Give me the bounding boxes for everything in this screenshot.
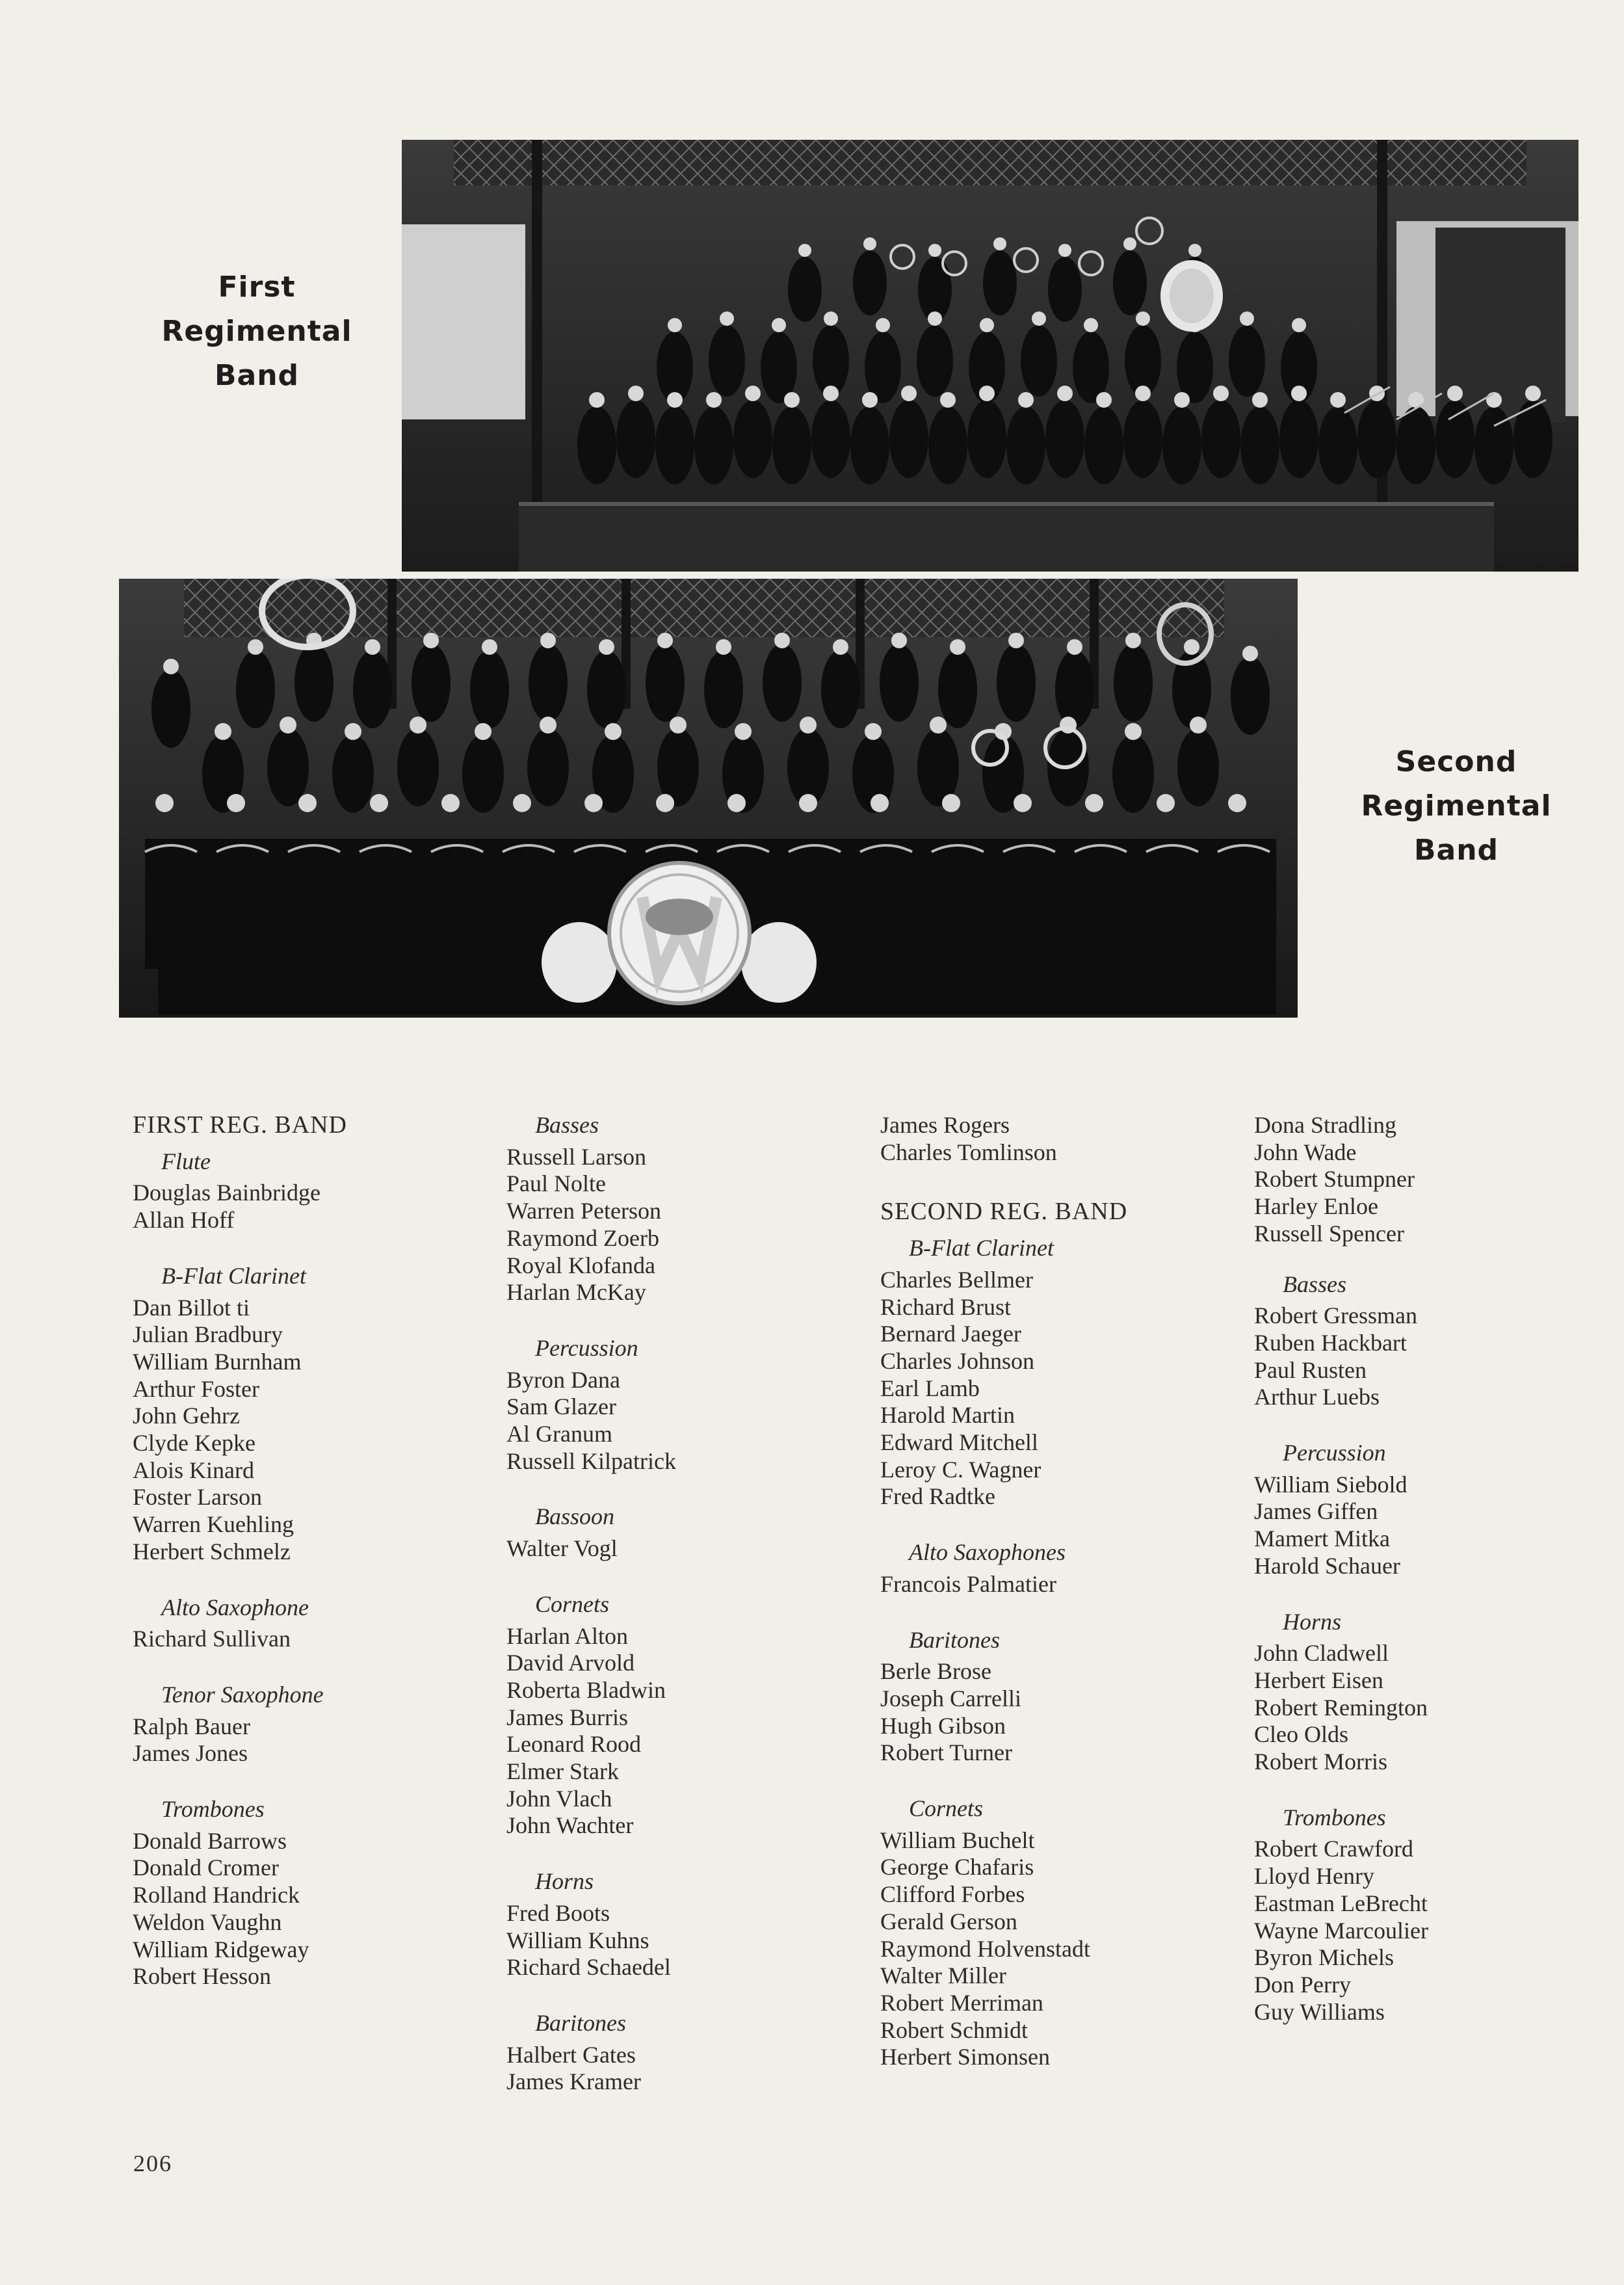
member-name: Robert Merriman bbox=[880, 1989, 1043, 2016]
member-name: Donald Cromer bbox=[133, 1855, 279, 1881]
instrument-heading: Horns bbox=[1283, 1608, 1342, 1635]
member-name: Leroy C. Wagner bbox=[880, 1456, 1041, 1483]
member-name: Al Granum bbox=[506, 1421, 612, 1447]
instrument-heading: B-Flat Clarinet bbox=[909, 1235, 1054, 1261]
member-name: Warren Kuehling bbox=[133, 1511, 295, 1538]
member-name: Charles Bellmer bbox=[880, 1266, 1033, 1293]
member-name: Gerald Gerson bbox=[880, 1908, 1017, 1935]
member-name: John Wade bbox=[1254, 1139, 1357, 1165]
member-name: Robert Gressman bbox=[1254, 1302, 1417, 1329]
member-name: Charles Tomlinson bbox=[880, 1139, 1057, 1165]
member-name: Russell Larson bbox=[506, 1143, 646, 1170]
member-name: Joseph Carrelli bbox=[880, 1685, 1021, 1711]
instrument-section bbox=[506, 1868, 858, 1981]
member-name: Paul Nolte bbox=[506, 1170, 606, 1197]
instrument-section bbox=[1254, 1804, 1605, 2026]
instrument-heading: Alto Saxophone bbox=[161, 1594, 309, 1620]
member-name: Mamert Mitka bbox=[1254, 1526, 1390, 1552]
instrument-section bbox=[880, 1235, 1244, 1511]
instrument-section bbox=[506, 1591, 858, 1840]
instrument-section bbox=[880, 1627, 1244, 1767]
member-name: Julian Bradbury bbox=[133, 1321, 283, 1348]
section-list bbox=[880, 1235, 1244, 2071]
instrument-section bbox=[133, 1263, 484, 1566]
member-name: Charles Johnson bbox=[880, 1347, 1034, 1374]
member-name: Dona Stradling bbox=[1254, 1112, 1396, 1138]
member-name: Richard Sullivan bbox=[133, 1626, 291, 1652]
roster-column-2 bbox=[506, 1112, 858, 2124]
instrument-heading: Bassoon bbox=[535, 1503, 615, 1530]
instrument-section bbox=[506, 1335, 858, 1475]
member-name: Harley Enloe bbox=[1254, 1193, 1378, 1220]
member-name: Earl Lamb bbox=[880, 1375, 980, 1401]
member-name: Douglas Bainbridge bbox=[133, 1180, 321, 1206]
caption-line: Regimental bbox=[161, 315, 352, 348]
member-name: Weldon Vaughn bbox=[133, 1909, 282, 1935]
member-name: Richard Schaedel bbox=[506, 1954, 671, 1981]
member-name: John Wachter bbox=[506, 1812, 634, 1839]
member-name: Raymond Holvenstadt bbox=[880, 1935, 1090, 1962]
instrument-section bbox=[133, 1148, 484, 1234]
member-name: Harlan Alton bbox=[506, 1622, 628, 1649]
member-name: Herbert Eisen bbox=[1254, 1667, 1383, 1693]
roster-column-1 bbox=[133, 1112, 484, 2019]
member-name: William Buchelt bbox=[880, 1827, 1035, 1853]
section-list bbox=[506, 1112, 858, 2096]
instrument-heading: Alto Saxophones bbox=[909, 1539, 1066, 1566]
member-name: Edward Mitchell bbox=[880, 1429, 1038, 1456]
instrument-section bbox=[506, 2010, 858, 2096]
member-name: Harlan McKay bbox=[506, 1279, 646, 1306]
member-name: Harold Martin bbox=[880, 1402, 1015, 1429]
caption-line: Second bbox=[1395, 745, 1517, 778]
member-name: Robert Morris bbox=[1254, 1749, 1387, 1775]
member-name: John Cladwell bbox=[1254, 1640, 1389, 1667]
member-name: John Vlach bbox=[506, 1785, 612, 1812]
instrument-section bbox=[506, 1503, 858, 1562]
member-name: Roberta Bladwin bbox=[506, 1676, 666, 1703]
member-name: Elmer Stark bbox=[506, 1758, 619, 1785]
instrument-section bbox=[880, 1539, 1244, 1598]
caption-line: Band bbox=[214, 359, 300, 392]
member-name: Guy Williams bbox=[1254, 1998, 1385, 2025]
member-name: James Rogers bbox=[880, 1112, 1010, 1138]
instrument-heading: Tenor Saxophone bbox=[161, 1681, 324, 1708]
member-name: Clyde Kepke bbox=[133, 1430, 255, 1457]
member-name: Royal Klofanda bbox=[506, 1252, 655, 1278]
member-name: Harold Schauer bbox=[1254, 1552, 1400, 1579]
member-name: Herbert Schmelz bbox=[133, 1538, 291, 1565]
member-name: Eastman LeBrecht bbox=[1254, 1890, 1428, 1916]
member-name: Foster Larson bbox=[133, 1484, 262, 1511]
member-name: Don Perry bbox=[1254, 1971, 1351, 1998]
member-name: Richard Brust bbox=[880, 1293, 1011, 1320]
member-name: Russell Kilpatrick bbox=[506, 1447, 676, 1474]
member-name: William Kuhns bbox=[506, 1927, 649, 1953]
member-name: George Chafaris bbox=[880, 1854, 1034, 1881]
instrument-heading: Percussion bbox=[535, 1334, 638, 1361]
first-band-heading: FIRST REG. BAND bbox=[133, 1111, 347, 1139]
member-name: Hugh Gibson bbox=[880, 1712, 1006, 1739]
member-name: Robert Crawford bbox=[1254, 1836, 1413, 1862]
member-name: Paul Rusten bbox=[1254, 1356, 1367, 1383]
member-name: Walter Miller bbox=[880, 1962, 1007, 1989]
member-name: William Ridgeway bbox=[133, 1936, 309, 1962]
member-name: Rolland Handrick bbox=[133, 1882, 300, 1909]
instrument-heading: Basses bbox=[535, 1112, 599, 1138]
member-name: James Burris bbox=[506, 1704, 628, 1730]
member-name: Raymond Zoerb bbox=[506, 1224, 659, 1251]
member-name: Byron Dana bbox=[506, 1366, 620, 1393]
member-name: Russell Spencer bbox=[1254, 1220, 1404, 1247]
member-name: Donald Barrows bbox=[133, 1827, 287, 1854]
member-name: Francois Palmatier bbox=[880, 1570, 1056, 1597]
instrument-heading: Horns bbox=[535, 1868, 594, 1895]
member-name: Arthur Foster bbox=[133, 1375, 259, 1402]
instrument-heading: Baritones bbox=[909, 1626, 1000, 1653]
instrument-heading: Cornets bbox=[909, 1795, 984, 1822]
member-name: William Siebold bbox=[1254, 1471, 1408, 1498]
member-name: Robert Hesson bbox=[133, 1963, 271, 1990]
instrument-section bbox=[1254, 1440, 1605, 1580]
instrument-heading: Trombones bbox=[161, 1796, 265, 1823]
member-name: David Arvold bbox=[506, 1650, 635, 1676]
member-name: Byron Michels bbox=[1254, 1944, 1394, 1971]
instrument-heading: Percussion bbox=[1283, 1440, 1386, 1466]
continued-names bbox=[880, 1112, 1244, 1166]
first-band-photo bbox=[402, 140, 1578, 572]
member-name: James Kramer bbox=[506, 2068, 641, 2095]
first-band-caption bbox=[150, 265, 364, 398]
member-name: William Burnham bbox=[133, 1348, 302, 1375]
instrument-heading: Basses bbox=[1283, 1271, 1346, 1297]
member-name: James Jones bbox=[133, 1740, 248, 1767]
member-name: Allan Hoff bbox=[133, 1207, 235, 1234]
caption-line: Regimental bbox=[1361, 789, 1552, 823]
member-name: Herbert Simonsen bbox=[880, 2044, 1050, 2070]
member-name: Bernard Jaeger bbox=[880, 1321, 1021, 1347]
member-name: Cleo Olds bbox=[1254, 1721, 1349, 1748]
page-number: 206 bbox=[133, 2150, 172, 2176]
member-name: Clifford Forbes bbox=[880, 1881, 1025, 1908]
second-band-caption bbox=[1349, 740, 1564, 873]
instrument-section bbox=[133, 1682, 484, 1767]
caption-line: First bbox=[218, 271, 296, 304]
roster-column-4 bbox=[1254, 1112, 1605, 2054]
member-name: Arthur Luebs bbox=[1254, 1384, 1380, 1410]
member-name: Warren Peterson bbox=[506, 1198, 662, 1224]
section-list bbox=[133, 1148, 484, 1990]
instrument-heading: B-Flat Clarinet bbox=[161, 1262, 306, 1289]
member-name: Lloyd Henry bbox=[1254, 1863, 1374, 1890]
instrument-heading: Baritones bbox=[535, 2009, 626, 2036]
member-name: Robert Turner bbox=[880, 1739, 1013, 1766]
member-name: Ruben Hackbart bbox=[1254, 1329, 1407, 1356]
member-name: Robert Schmidt bbox=[880, 2016, 1028, 2043]
instrument-section bbox=[133, 1796, 484, 1990]
member-name: Fred Radtke bbox=[880, 1483, 995, 1510]
instrument-section bbox=[880, 1795, 1244, 2071]
instrument-section bbox=[133, 1594, 484, 1653]
member-name: Walter Vogl bbox=[506, 1535, 618, 1562]
member-name: Sam Glazer bbox=[506, 1393, 616, 1420]
section-list bbox=[1254, 1271, 1605, 2026]
member-name: Halbert Gates bbox=[506, 2041, 636, 2068]
roster-column-3 bbox=[880, 1112, 1244, 2100]
continued-names bbox=[1254, 1112, 1605, 1248]
member-name: Wayne Marcoulier bbox=[1254, 1917, 1428, 1944]
member-name: Dan Billot ti bbox=[133, 1294, 250, 1321]
instrument-section bbox=[1254, 1609, 1605, 1776]
caption-line: Band bbox=[1413, 834, 1499, 867]
band-photo-image bbox=[119, 579, 1298, 1018]
instrument-heading: Trombones bbox=[1283, 1804, 1386, 1830]
member-name: Leonard Rood bbox=[506, 1731, 641, 1758]
instrument-section bbox=[1254, 1271, 1605, 1412]
instrument-heading: Flute bbox=[161, 1148, 211, 1174]
band-photo-image bbox=[402, 140, 1578, 572]
instrument-section bbox=[506, 1112, 858, 1306]
member-name: Berle Brose bbox=[880, 1658, 991, 1685]
second-band-heading: SECOND REG. BAND bbox=[880, 1198, 1128, 1226]
second-band-photo bbox=[119, 579, 1298, 1018]
member-name: Alois Kinard bbox=[133, 1457, 254, 1483]
member-name: Fred Boots bbox=[506, 1899, 610, 1926]
member-name: James Giffen bbox=[1254, 1498, 1378, 1525]
member-name: Robert Remington bbox=[1254, 1694, 1428, 1721]
member-name: Robert Stumpner bbox=[1254, 1166, 1415, 1193]
member-name: Ralph Bauer bbox=[133, 1713, 250, 1739]
instrument-heading: Cornets bbox=[535, 1591, 610, 1617]
member-name: John Gehrz bbox=[133, 1403, 240, 1429]
